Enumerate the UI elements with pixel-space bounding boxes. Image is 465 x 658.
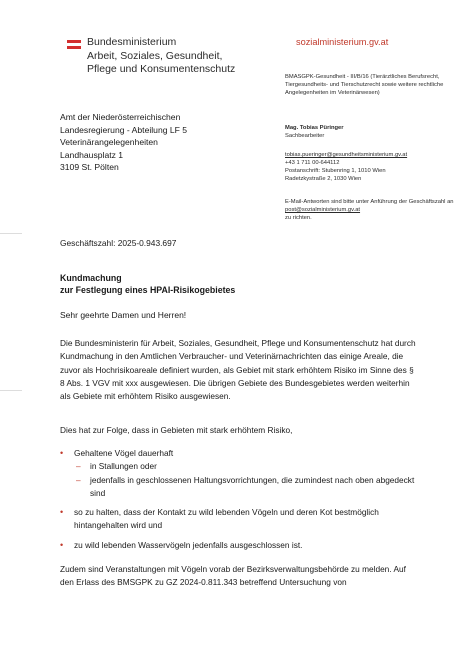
dash-icon: – (76, 461, 81, 472)
salutation: Sehr geehrte Damen und Herren! (60, 310, 187, 320)
list-item-text: zu wild lebenden Wasservögeln jedenfalls ausgeschlossen ist. (74, 539, 303, 550)
contact-email[interactable]: tobias.pueringer@gesundheitsministerium.gv.at (285, 152, 408, 158)
sub-item-text: in Stallungen oder (90, 461, 157, 472)
sub-item (74, 474, 430, 501)
title-line-1: Kundmachung (60, 273, 122, 283)
contact-person (285, 124, 455, 140)
bullet-icon: • (60, 507, 64, 518)
street-address: Radetzkystraße 2, 1030 Wien (285, 176, 362, 182)
bullet-icon: • (60, 448, 64, 458)
ministry-line-3: Pflege und Konsumentenschutz (87, 63, 236, 75)
sub-item-text: jedenfalls in geschlossenen Haltungsvorrichtungen, die zumindest nach oben abgedeckt sind (90, 474, 415, 498)
ministry-line-1: Bundesministerium (87, 36, 177, 48)
department-info: BMASGPK-Gesundheit - III/B/16 (Tierärztliches Berufsrecht, Tiergesundheits- und Tierschutzrecht sowie weitere rechtliche Angelegenheiten im Veterinärwesen) (285, 74, 444, 96)
list-item (60, 506, 430, 533)
ministry-line-2: Arbeit, Soziales, Gesundheit, (87, 49, 223, 62)
recipient-address (60, 111, 187, 174)
list-item-text: so zu halten, dass der Kontakt zu wild lebenden Vögeln und deren Kot bestmöglich hintangehalten wird und (74, 507, 379, 531)
fold-mark (0, 390, 22, 391)
austria-flag-icon (67, 40, 81, 49)
body-paragraph: Zudem sind Veranstaltungen mit Vögeln vorab der Bezirksverwaltungsbehörde zu melden. Auf den Erlass des BMSGPK zu GZ 2024-0.811.343 betreffend Untersuchung von (60, 564, 406, 588)
reply-note-end: zu richten. (285, 215, 312, 221)
list-item (60, 539, 430, 552)
list-item (60, 447, 430, 500)
contact-name: Mag. Tobias Püringer (285, 125, 344, 131)
address-line-1: Amt der Niederösterreichischen (60, 112, 181, 122)
reference-number: Geschäftszahl: 2025-0.943.697 (60, 238, 177, 248)
measures-list (60, 447, 430, 558)
body-paragraph: Die Bundesministerin für Arbeit, Soziales, Gesundheit, Pflege und Konsumentenschutz hat durch Kundmachung in den Amtlichen Verbraucher- und Veterinärnachrichten das einige Areale, die zuvor als Hochrisikoareale definiert wurden, als Gebiet mit stark erhöhtem Risiko im Sinne des § 8 Abs. 1 VGV mit xxx ausgewiesen. Die übrigen Gebiete des Bundesgebietes werden weiterhin als Gebiete mit erhöhtem Risiko ausgewiesen. (60, 338, 416, 402)
address-line-2: Landesregierung - Abteilung LF 5 (60, 124, 188, 135)
reply-email[interactable]: post@sozialministerium.gv.at (285, 207, 361, 213)
reply-note (285, 198, 455, 222)
body-paragraph: Dies hat zur Folge, dass in Gebieten mit stark erhöhtem Risiko, (60, 425, 293, 435)
website-link[interactable]: sozialministerium.gv.at (296, 37, 389, 47)
address-line-4: Landhausplatz 1 (60, 149, 124, 160)
postal-address: Postanschrift: Stubenring 1, 1010 Wien (285, 168, 386, 174)
contact-details (285, 151, 455, 183)
contact-role: Sachbearbeiter (285, 133, 325, 139)
list-item-text: Gehaltene Vögel dauerhaft (74, 448, 174, 458)
ministry-logo (67, 36, 235, 77)
title-line-2: zur Festlegung eines HPAI-Risikogebietes (60, 285, 236, 296)
bullet-icon: • (60, 539, 64, 550)
reply-note-text: E-Mail-Antworten sind bitte unter Anführung der Geschäftszahl an (285, 199, 454, 205)
address-line-3: Veterinärangelegenheiten (60, 137, 158, 148)
ministry-name (87, 36, 235, 77)
sub-item (74, 460, 430, 473)
dash-icon: – (76, 474, 81, 485)
contact-phone: +43 1 711 00-644112 (285, 160, 340, 166)
document-title (60, 272, 235, 297)
address-line-5: 3109 St. Pölten (60, 162, 119, 173)
fold-mark (0, 233, 22, 234)
